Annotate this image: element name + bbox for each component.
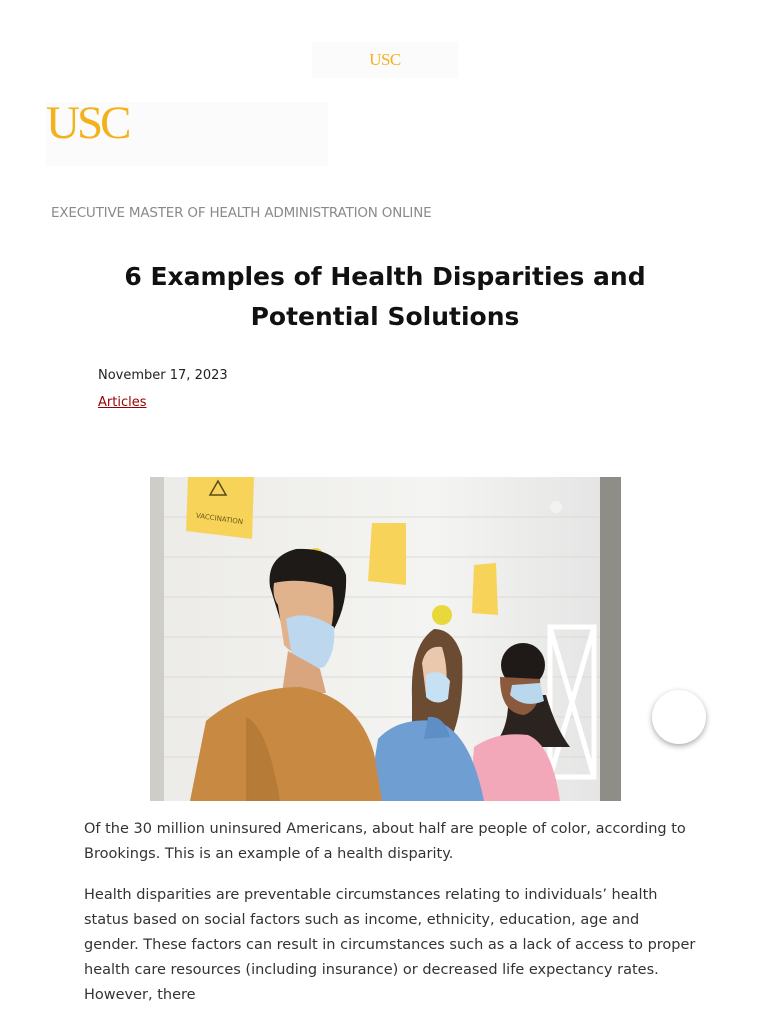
floating-action-button[interactable] [652, 690, 706, 744]
vaccination-sign-text: VACCINATION [195, 511, 244, 527]
category-link[interactable]: Articles [98, 395, 147, 410]
usc-logo-text: USC [46, 97, 129, 149]
top-logo[interactable] [312, 42, 458, 78]
usc-logo[interactable] [46, 97, 328, 166]
hero-image [150, 477, 621, 801]
program-title[interactable]: EXECUTIVE MASTER OF HEALTH ADMINISTRATION ONLINE [51, 205, 432, 221]
article-title: 6 Examples of Health Disparities and Potential Solutions [124, 262, 646, 331]
publish-date: November 17, 2023 [98, 368, 228, 383]
top-logo-text: USC [369, 50, 401, 69]
article-paragraph: Of the 30 million uninsured Americans, about half are people of color, according to Brookings. This is an example of a health disparity. [84, 821, 686, 862]
article-paragraph: Health disparities are preventable circumstances relating to individuals’ health status based on social factors such as income, ethnicity, education, age and gender. These factors can result in circumstances such as a lack of access to proper health care resources (including insurance) or decreased life expectancy rates. However, there [84, 887, 696, 1003]
